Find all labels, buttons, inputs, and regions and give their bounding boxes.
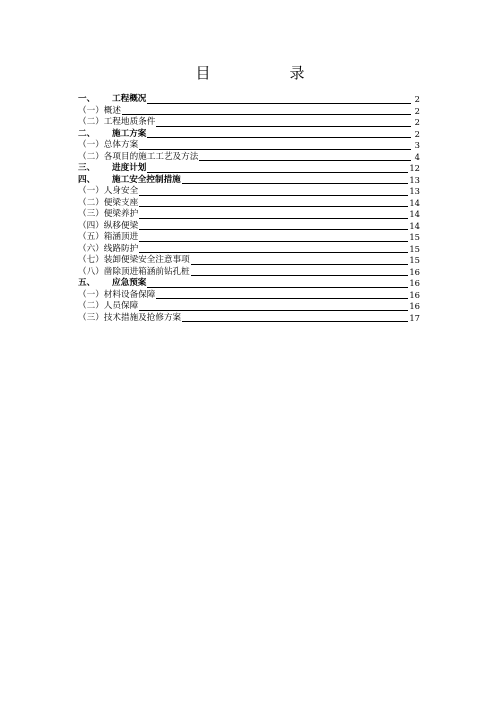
toc-title: 目 录 bbox=[195, 64, 337, 82]
toc-entry-number: （二） bbox=[78, 197, 104, 208]
toc-entry-heading bbox=[78, 140, 138, 152]
toc-entry-label: 便梁支座 bbox=[103, 197, 139, 208]
toc-leader-line bbox=[182, 183, 409, 184]
toc-leader-line bbox=[147, 287, 408, 288]
toc-entry-label: 纵移便梁 bbox=[103, 220, 139, 231]
toc-entry[interactable] bbox=[78, 140, 420, 152]
toc-entry[interactable] bbox=[78, 106, 420, 118]
toc-entry-label: 便梁养护 bbox=[103, 209, 139, 219]
toc-entry-heading bbox=[78, 278, 146, 290]
toc-entry-label: 进度计划 bbox=[112, 163, 147, 173]
toc-entry-heading bbox=[78, 255, 190, 267]
toc-entry-number: （三） bbox=[78, 312, 104, 323]
toc-entry-heading bbox=[78, 267, 190, 279]
toc-entry[interactable] bbox=[78, 290, 420, 302]
toc-leader-line bbox=[139, 252, 408, 253]
toc-page-number: 15 bbox=[409, 243, 420, 254]
toc-leader-line bbox=[147, 137, 411, 138]
toc-entry-heading bbox=[78, 152, 198, 164]
toc-entry-heading bbox=[78, 301, 138, 313]
toc-leader-line bbox=[191, 264, 409, 265]
toc-leader-line bbox=[139, 218, 408, 219]
toc-entry[interactable] bbox=[78, 163, 420, 175]
toc-leader-line bbox=[182, 321, 408, 322]
toc-leader-line bbox=[139, 241, 408, 242]
toc-entry-heading bbox=[78, 129, 146, 141]
toc-entry-number: （二） bbox=[78, 301, 104, 311]
toc-entry-heading bbox=[78, 117, 155, 129]
toc-entry-label: 箱涵顶进 bbox=[103, 232, 139, 242]
toc-entry-number: （二） bbox=[78, 117, 104, 127]
toc-page-number: 16 bbox=[409, 289, 420, 300]
toc-entry-number: 一、 bbox=[78, 94, 96, 104]
toc-entry[interactable] bbox=[78, 186, 420, 198]
toc-entry-label: 施工方案 bbox=[112, 128, 147, 139]
toc-entry-label: 人员保障 bbox=[103, 301, 139, 311]
toc-entry-number: （六） bbox=[78, 243, 104, 254]
toc-page-number: 15 bbox=[409, 255, 420, 265]
toc-entry-heading bbox=[78, 221, 138, 233]
toc-entry-number: （一） bbox=[78, 289, 104, 300]
toc-entry-label: 各项目的施工工艺及方法 bbox=[103, 151, 199, 162]
toc-entry[interactable] bbox=[78, 221, 420, 233]
toc-entry[interactable] bbox=[78, 198, 420, 210]
toc-entry[interactable] bbox=[78, 232, 420, 244]
toc-entry-number: （三） bbox=[78, 209, 104, 219]
toc-entry-label: 施工安全控制措施 bbox=[112, 174, 181, 185]
toc-page-number: 17 bbox=[409, 312, 420, 323]
toc-page-number: 15 bbox=[409, 232, 420, 242]
toc-entry-label: 工程地质条件 bbox=[103, 117, 156, 127]
toc-page-number: 12 bbox=[409, 163, 420, 173]
toc-page-number: 2 bbox=[414, 94, 420, 104]
toc-entry-label: 材料设备保障 bbox=[103, 289, 156, 300]
toc-entry-heading bbox=[78, 94, 146, 106]
toc-page-number: 14 bbox=[409, 220, 420, 231]
toc-entry-number: （四） bbox=[78, 220, 104, 231]
toc-entry-number: （一） bbox=[78, 186, 104, 196]
toc-entry-number: （七） bbox=[78, 255, 104, 265]
toc-entry[interactable] bbox=[78, 152, 420, 164]
toc-entry-number: （二） bbox=[78, 151, 104, 162]
toc-entry-number: （一） bbox=[78, 140, 104, 150]
toc-entry[interactable] bbox=[78, 255, 420, 267]
toc-page-number: 16 bbox=[409, 278, 420, 288]
toc-entry-label: 技术措施及抢修方案 bbox=[103, 312, 182, 323]
toc-page-number: 3 bbox=[414, 140, 420, 150]
toc-page-number: 2 bbox=[414, 117, 420, 127]
toc-leader-line bbox=[139, 206, 408, 207]
toc-page-number: 4 bbox=[414, 151, 420, 162]
toc-entry-number: 五、 bbox=[78, 278, 96, 288]
toc-leader-line bbox=[156, 298, 408, 299]
toc-leader-line bbox=[139, 229, 408, 230]
toc-entry[interactable] bbox=[78, 267, 420, 279]
toc-entry-heading bbox=[78, 244, 138, 256]
toc-entry-heading bbox=[78, 186, 138, 198]
toc-leader-line bbox=[139, 149, 411, 150]
toc-entry[interactable] bbox=[78, 175, 420, 187]
toc-entry[interactable] bbox=[78, 313, 420, 325]
toc-entry-heading bbox=[78, 163, 146, 175]
toc-entry-label: 总体方案 bbox=[103, 140, 139, 150]
toc-entry-heading bbox=[78, 209, 138, 221]
toc-entry-heading bbox=[78, 232, 138, 244]
toc-entry-number: （五） bbox=[78, 232, 104, 242]
toc-entry-number: 四、 bbox=[78, 174, 96, 185]
toc-entry-label: 应急预案 bbox=[112, 278, 147, 288]
toc-page-number: 14 bbox=[409, 209, 420, 219]
toc-entry[interactable] bbox=[78, 129, 420, 141]
toc-entry-heading bbox=[78, 175, 181, 187]
toc-leader-line bbox=[139, 195, 408, 196]
toc-entry-number: 二、 bbox=[78, 128, 96, 139]
toc-entry-number: （八） bbox=[78, 266, 104, 277]
toc-entry-label: 工程概况 bbox=[112, 94, 147, 104]
toc-entry-number: 三、 bbox=[78, 163, 96, 173]
toc-entry[interactable] bbox=[78, 244, 420, 256]
toc-entry[interactable] bbox=[78, 301, 420, 313]
toc-entry-label: 装卸便梁安全注意事项 bbox=[103, 255, 190, 265]
toc-page-number: 13 bbox=[409, 186, 420, 196]
toc-entry[interactable] bbox=[78, 117, 420, 129]
toc-leader-line bbox=[147, 172, 408, 173]
toc-page-number: 2 bbox=[414, 128, 420, 139]
toc-leader-line bbox=[139, 310, 408, 311]
toc-leader-line bbox=[156, 126, 411, 127]
toc-page-number: 14 bbox=[409, 197, 420, 208]
toc-entry-heading bbox=[78, 313, 181, 325]
table-of-contents bbox=[78, 94, 420, 324]
toc-page-number: 16 bbox=[409, 266, 420, 277]
toc-entry-label: 概述 bbox=[103, 105, 121, 116]
toc-entry[interactable] bbox=[78, 94, 420, 106]
toc-entry-label: 线路防护 bbox=[103, 243, 139, 254]
toc-page-number: 2 bbox=[414, 105, 420, 116]
toc-entry-label: 凿除顶进箱涵前钻孔桩 bbox=[103, 266, 190, 277]
toc-entry[interactable] bbox=[78, 278, 420, 290]
toc-entry[interactable] bbox=[78, 209, 420, 221]
toc-entry-label: 人身安全 bbox=[103, 186, 139, 196]
toc-leader-line bbox=[147, 103, 411, 104]
toc-page-number: 13 bbox=[409, 174, 420, 185]
toc-entry-heading bbox=[78, 106, 121, 118]
toc-entry-number: （一） bbox=[78, 105, 104, 116]
toc-leader-line bbox=[191, 275, 409, 276]
toc-page-number: 16 bbox=[409, 301, 420, 311]
toc-leader-line bbox=[199, 160, 411, 161]
toc-entry-heading bbox=[78, 290, 155, 302]
toc-entry-heading bbox=[78, 198, 138, 210]
toc-leader-line bbox=[122, 114, 411, 115]
